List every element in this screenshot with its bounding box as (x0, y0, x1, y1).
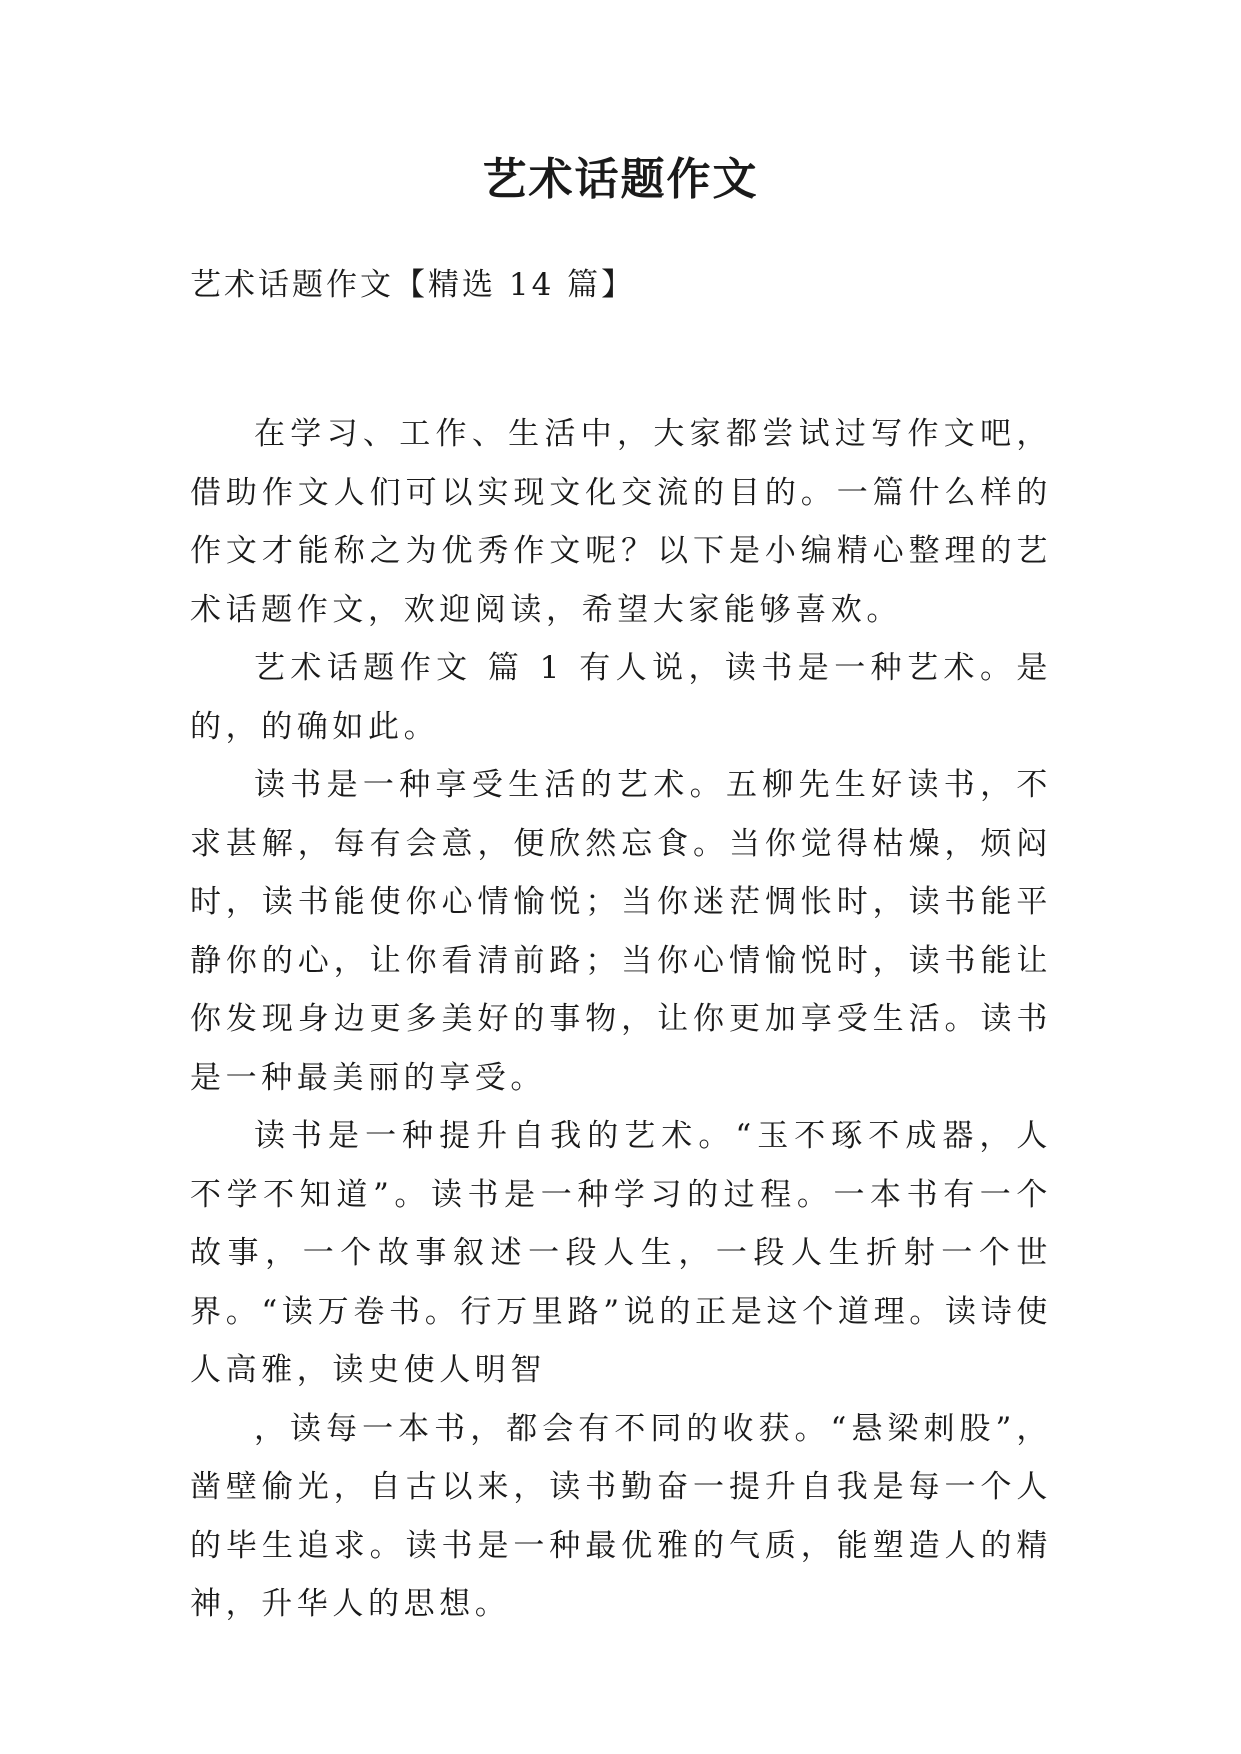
document-title: 艺术话题作文 (482, 154, 759, 205)
essay-1-heading-paragraph: 艺术话题作文 篇 1 有人说，读书是一种艺术。是的，的确如此。 (190, 650, 1052, 745)
document-subtitle: 艺术话题作文【精选 14 篇】 (190, 267, 636, 303)
body-paragraph-self-improvement: 读书是一种提升自我的艺术。“玉不琢不成器，人不学不知道”。读书是一种学习的过程。一本书有一个故事，一个故事叙述一段人生，一段人生折射一个世界。“读万卷书。行万里路”说的正是这个道理。读诗使人高雅，读史使人明智 (190, 1118, 1052, 1388)
body-paragraph-continuation: ，读每一本书，都会有不同的收获。“悬梁刺股”，凿壁偷光，自古以来，读书勤奋一提升自我是每一个人的毕生追求。读书是一种最优雅的气质，能塑造人的精神，升华人的思想。 (190, 1410, 1052, 1622)
intro-paragraph: 在学习、工作、生活中，大家都尝试过写作文吧，借助作文人们可以实现文化交流的目的。一篇什么样的作文才能称之为优秀作文呢？以下是小编精心整理的艺术话题作文，欢迎阅读，希望大家能够喜欢。 (190, 416, 1052, 628)
document-body (190, 405, 1052, 1634)
body-paragraph-enjoy-life: 读书是一种享受生活的艺术。五柳先生好读书，不求甚解，每有会意，便欣然忘食。当你觉得枯燥，烦闷时，读书能使你心情愉悦；当你迷茫惆怅时，读书能平静你的心，让你看清前路；当你心情愉悦时，读书能让你发现身边更多美好的事物，让你更加享受生活。读书是一种最美丽的享受。 (190, 767, 1052, 1096)
